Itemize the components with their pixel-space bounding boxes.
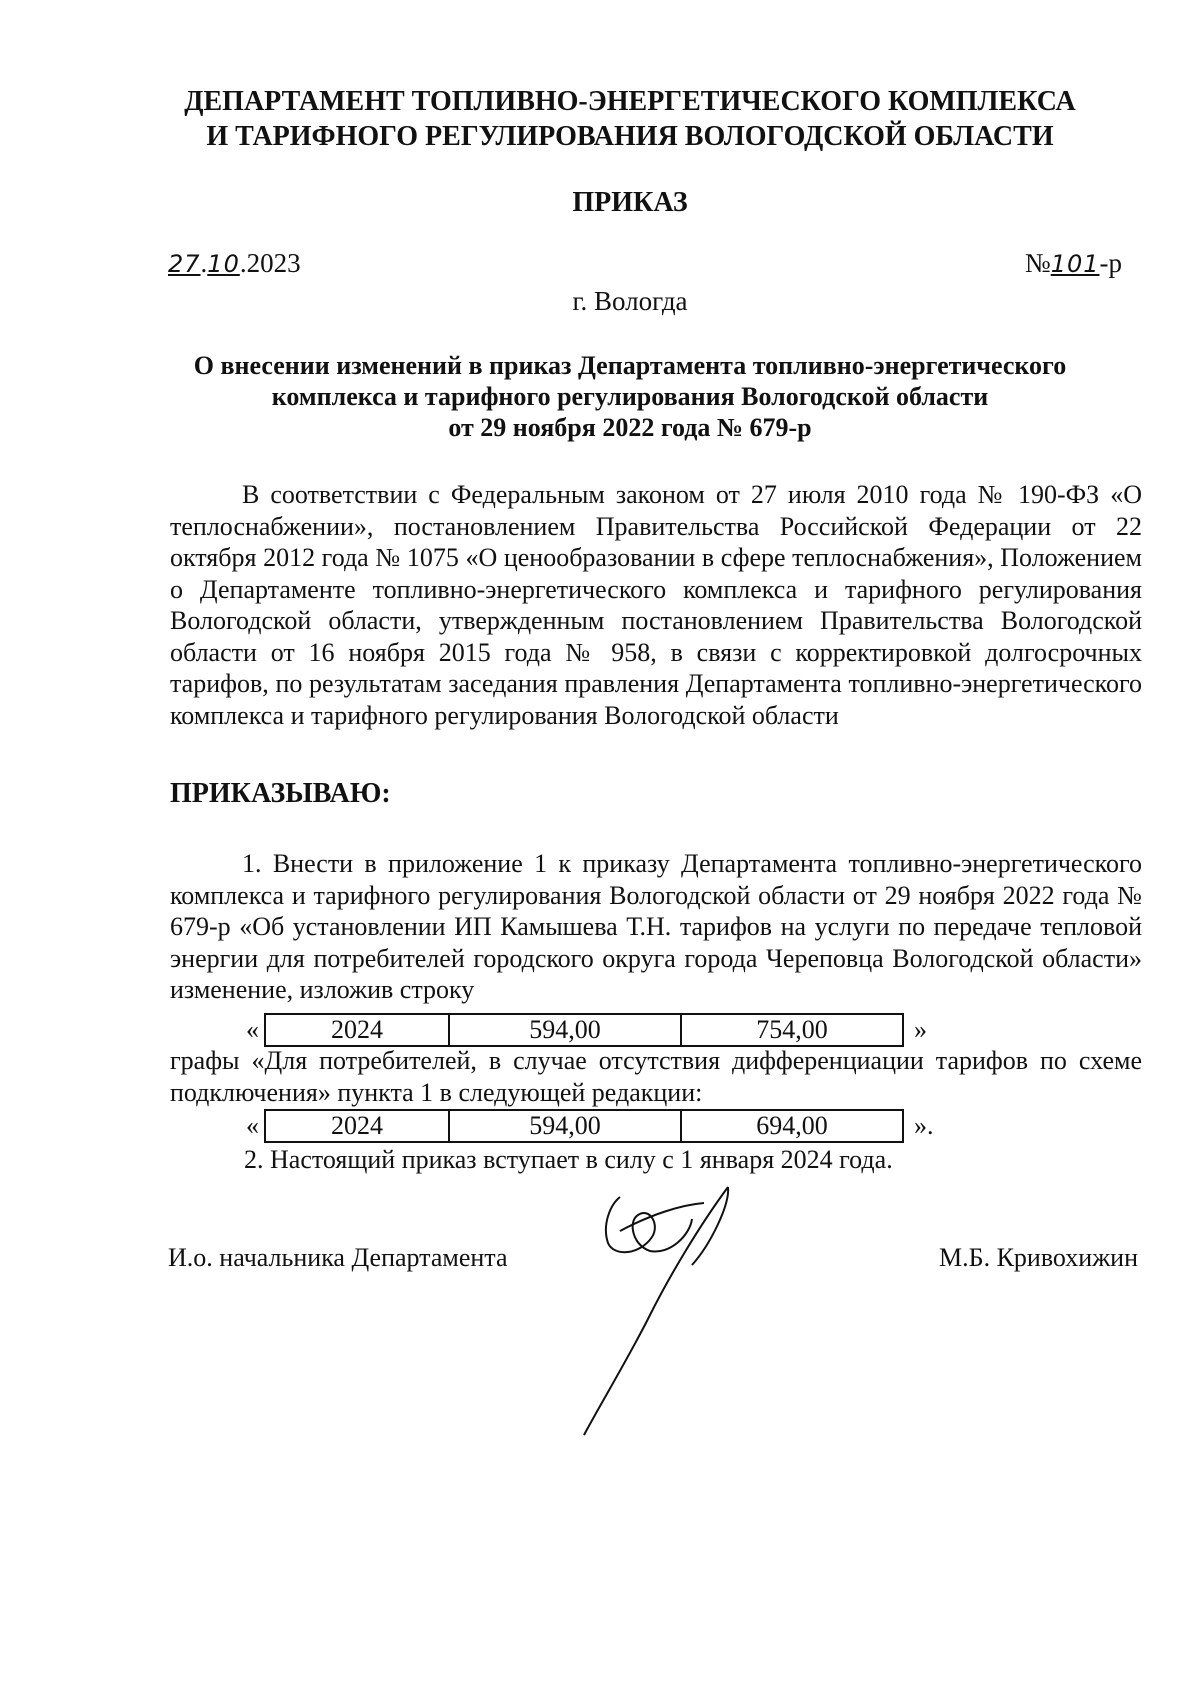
order-word: ПРИКАЗЫВАЮ:: [170, 778, 391, 809]
title-line-3: от 29 ноября 2022 года № 679-р: [448, 413, 812, 442]
quote-open: «: [246, 1015, 259, 1044]
header-line-1: ДЕПАРТАМЕНТ ТОПЛИВНО-ЭНЕРГЕТИЧЕСКОГО КОМПЛЕКСА: [184, 86, 1076, 117]
item-1-continuation: графы «Для потребителей, в случае отсутствия дифференциации тарифов по схеме подключения» пункта 1 в следующей редакции:: [170, 1046, 1142, 1107]
title-line-2: комплекса и тарифного регулирования Вологодской области: [271, 382, 989, 411]
title-line-1: О внесении изменений в приказ Департамента топливно-энергетического: [193, 351, 1067, 380]
old-row-value-2-cell: 754,00: [680, 1013, 904, 1047]
department-header: [150, 84, 1110, 154]
preamble-paragraph: В соответствии с Федеральным законом от 27 июля 2010 года № 190-ФЗ «О теплоснабжении», постановлением Правительства Российской Федерации от 22 октября 2012 года № 1075 «О ценообразовании в сфере теплоснабжения», Положением о Департаменте топливно-энергетического комплекса и тарифного регулирования Вологодской области, утвержденным постановлением Правительства Вологодской области от 16 ноября 2015 года № 958, в связи с корректировкой долгосрочных тарифов, по результатам заседания правления Департамента топливно-энергетического комплекса и тарифного регулирования Вологодской области: [170, 480, 1142, 730]
item-2-paragraph: 2. Настоящий приказ вступает в силу с 1 января 2024 года.: [244, 1145, 893, 1174]
date-year: .2023: [239, 248, 301, 278]
header-line-2: И ТАРИФНОГО РЕГУЛИРОВАНИЯ ВОЛОГОДСКОЙ ОБЛАСТИ: [206, 121, 1054, 152]
document-date: [168, 248, 301, 279]
document-title: [150, 350, 1110, 443]
city: г. Вологда: [572, 286, 688, 316]
old-row-year-cell: 2024: [264, 1013, 450, 1047]
handwritten-signature: [580, 1185, 800, 1445]
signatory-position: И.о. начальника Департамента: [168, 1243, 508, 1272]
date-separator: .: [200, 248, 208, 278]
item-1-paragraph: 1. Внести в приложение 1 к приказу Департамента топливно-энергетического комплекса и тарифного регулирования Вологодской области от 29 ноября 2022 года № 679-р «Об установлении ИП Камышева Т.Н. тарифов на услуги по передаче тепловой энергии для потребителей городского округа города Череповца Вологодской области» изменение, изложив строку: [170, 849, 1142, 1004]
document-number: [1025, 248, 1122, 279]
new-tariff-cells: [264, 1109, 902, 1143]
signatory-name: М.Б. Кривохижин: [939, 1243, 1138, 1272]
date-day: 27: [168, 250, 201, 278]
quote-open: «: [246, 1111, 259, 1140]
old-row-value-1-cell: 594,00: [448, 1013, 682, 1047]
quote-close: »: [914, 1015, 927, 1044]
quote-close: ».: [914, 1111, 934, 1140]
document-type: ПРИКАЗ: [572, 187, 688, 218]
number-prefix: №: [1024, 248, 1051, 278]
new-row-value-1-cell: 594,00: [448, 1109, 682, 1143]
new-row-value-2-cell: 694,00: [680, 1109, 904, 1143]
new-row-year-cell: 2024: [264, 1109, 450, 1143]
number-value: 101: [1050, 250, 1100, 278]
date-month: 10: [207, 250, 240, 278]
number-suffix: -р: [1099, 248, 1122, 278]
old-tariff-cells: [264, 1013, 902, 1047]
